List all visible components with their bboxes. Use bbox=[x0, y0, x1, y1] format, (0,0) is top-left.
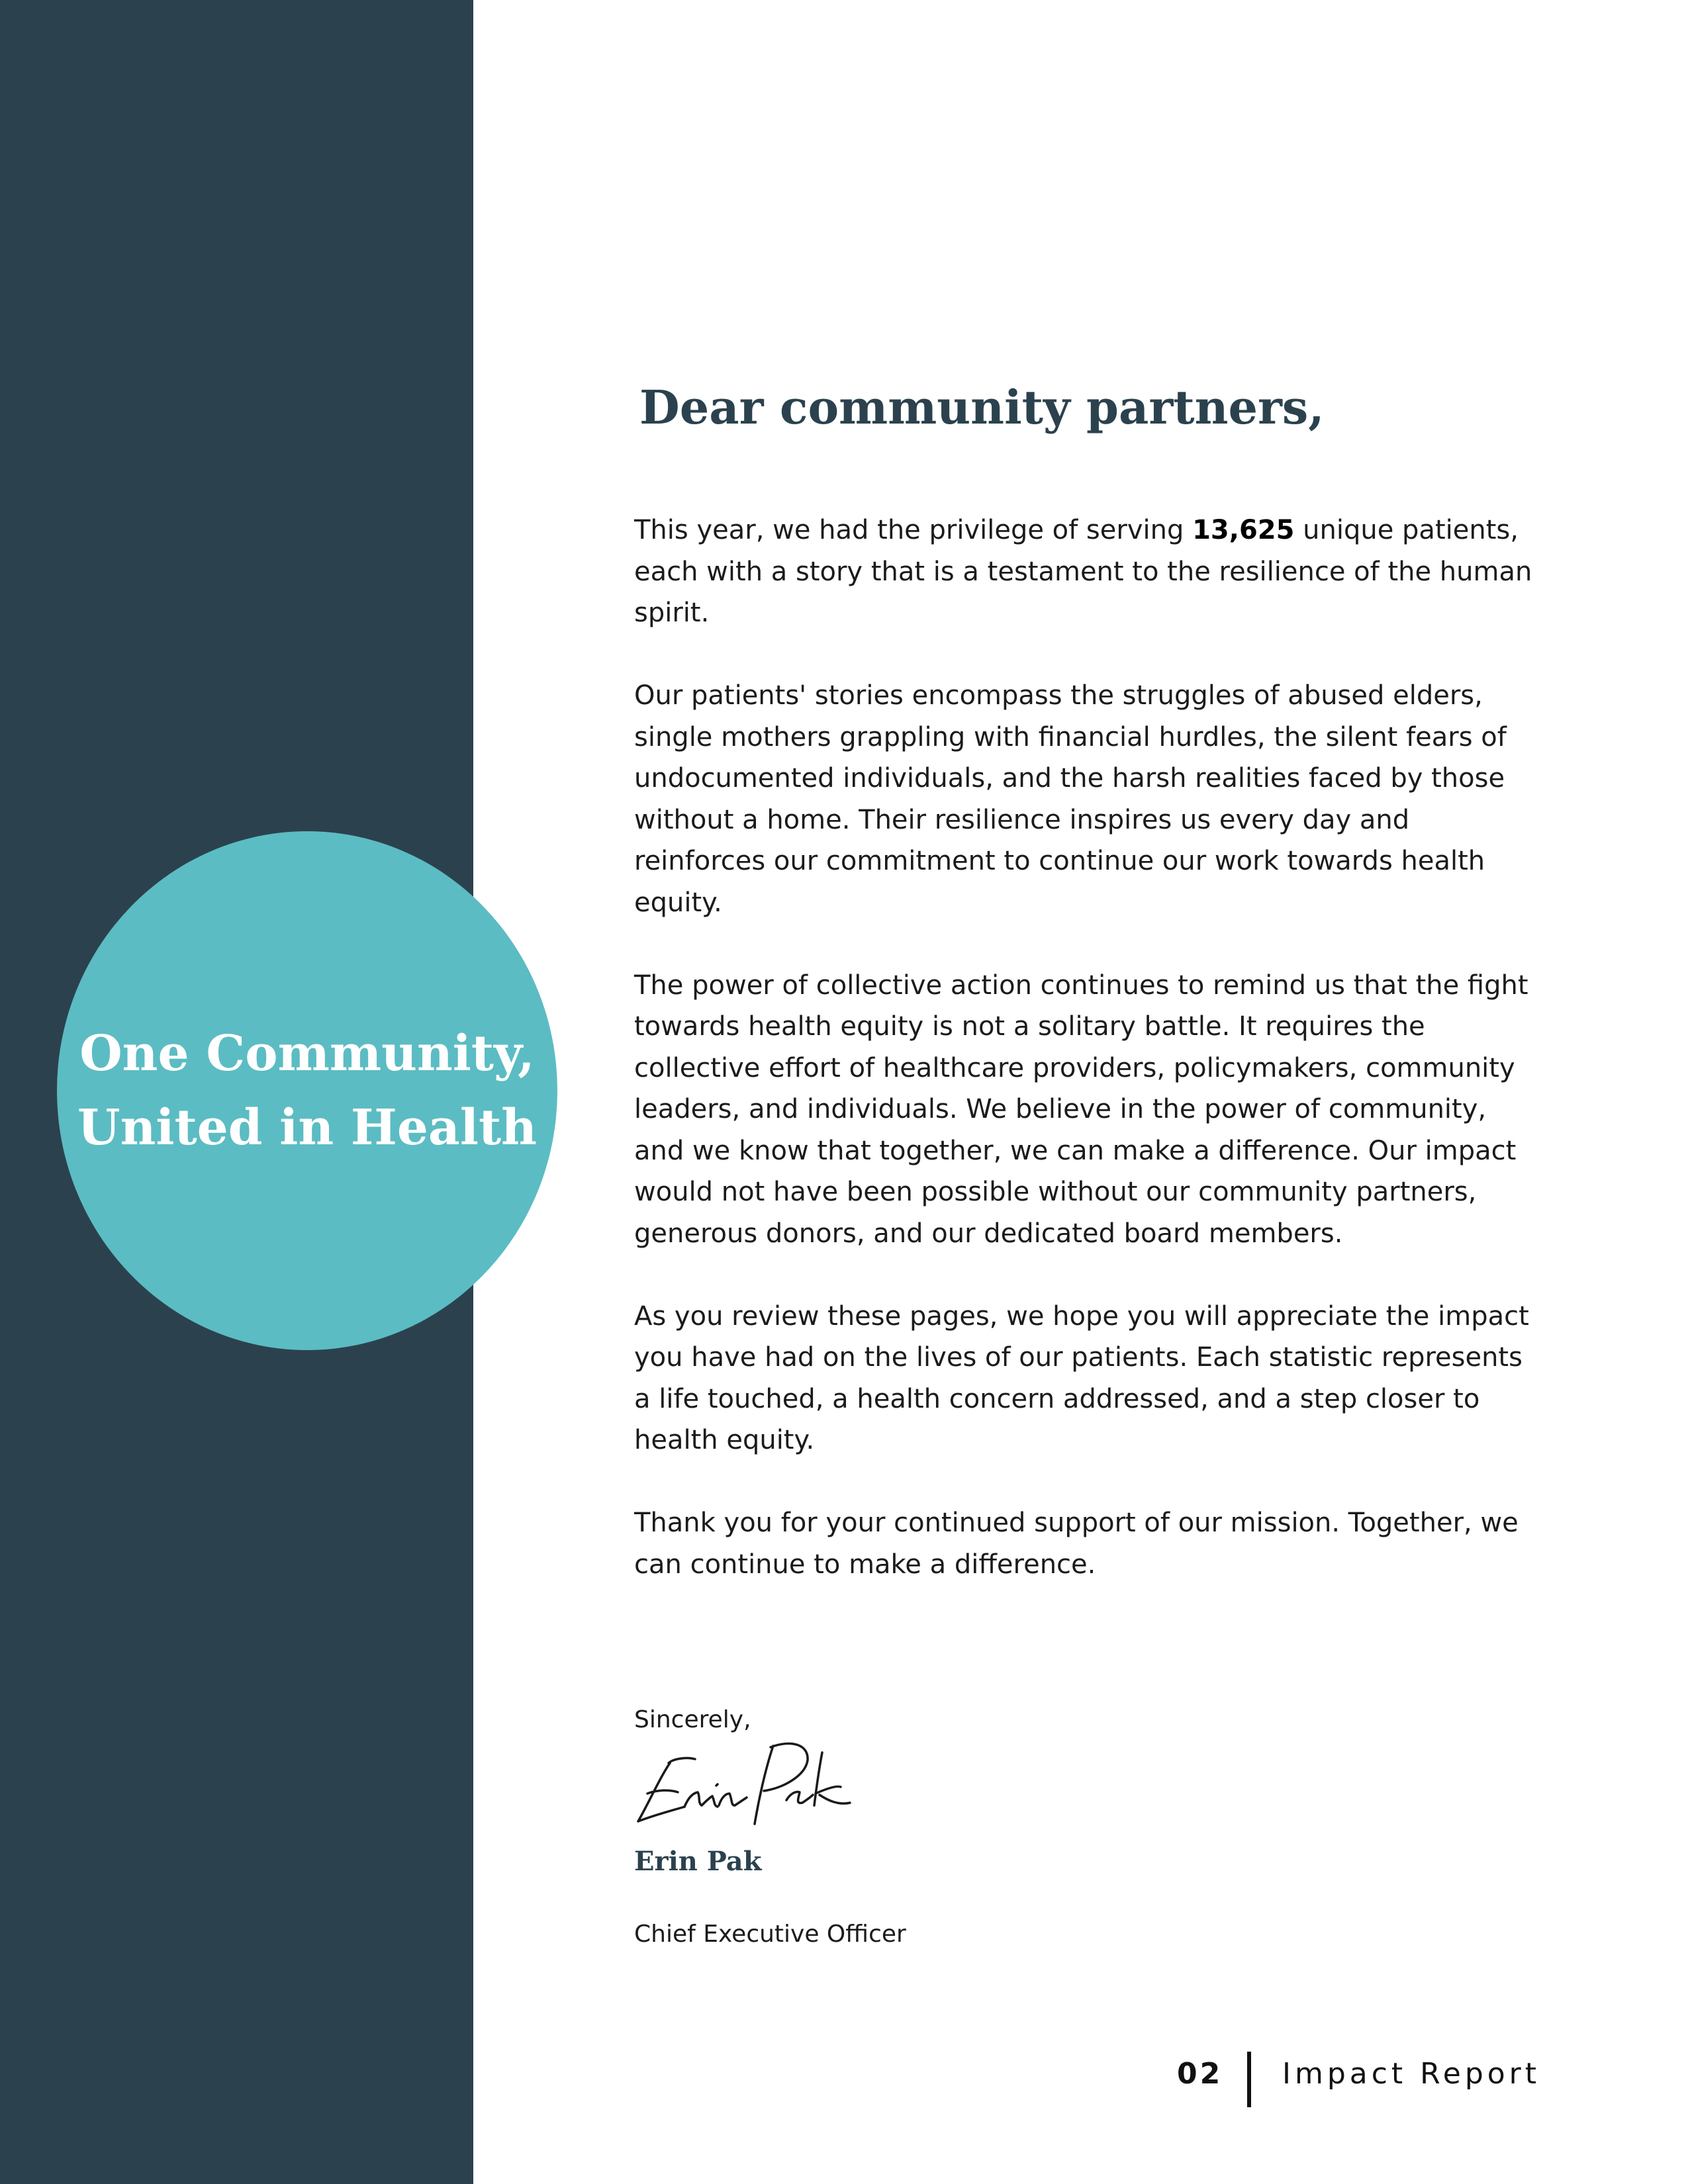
report-label: Impact Report bbox=[1282, 2057, 1541, 2091]
paragraph-4: As you review these pages, we hope you will appreciate the impact you have had on the lives of our patients. Each statistic represents a life touched, a health concern addressed, and a step closer to health equity. bbox=[634, 1300, 1529, 1455]
letter-greeting: Dear community partners, bbox=[639, 380, 1325, 435]
signer-title: Chief Executive Officer bbox=[634, 1921, 906, 1948]
tagline-line-1: One Community, bbox=[79, 1025, 535, 1082]
patients-served-stat: 13,625 bbox=[1192, 515, 1295, 545]
tagline-circle bbox=[57, 831, 557, 1350]
paragraph-1-start: This year, we had the privilege of serving bbox=[634, 515, 1193, 545]
paragraph-3: The power of collective action continues to remind us that the fight towards health equity is not a solitary battle. It requires the collective effort of healthcare providers, policymakers, community leaders, and individuals. We believe in the power of community, and we know that together, we can make a difference. Our impact would not have been possible without our community partners, generous donors, and our dedicated board members. bbox=[634, 970, 1528, 1249]
signature-mark bbox=[629, 1737, 874, 1829]
paragraph-1-end: unique patients, each with a story that is a testament to the resilience of the human spirit. bbox=[634, 515, 1532, 628]
paragraph-1 bbox=[634, 510, 1541, 634]
signer-name: Erin Pak bbox=[634, 1846, 762, 1877]
letter-closing: Sincerely, bbox=[634, 1706, 751, 1733]
tagline-line-2: United in Health bbox=[77, 1099, 537, 1156]
letter-body bbox=[634, 510, 1541, 1627]
paragraph-2: Our patients' stories encompass the struggles of abused elders, single mothers grappling with financial hurdles, the silent fears of undocumented individuals, and the harsh realities faced by those without a home. Their resilience inspires us every day and reinforces our commitment to continue our work towards health equity. bbox=[634, 680, 1507, 918]
page-number: 02 bbox=[1177, 2057, 1223, 2091]
footer-divider bbox=[1247, 2052, 1251, 2107]
paragraph-5: Thank you for your continued support of our mission. Together, we can continue to make a difference. bbox=[634, 1508, 1519, 1580]
